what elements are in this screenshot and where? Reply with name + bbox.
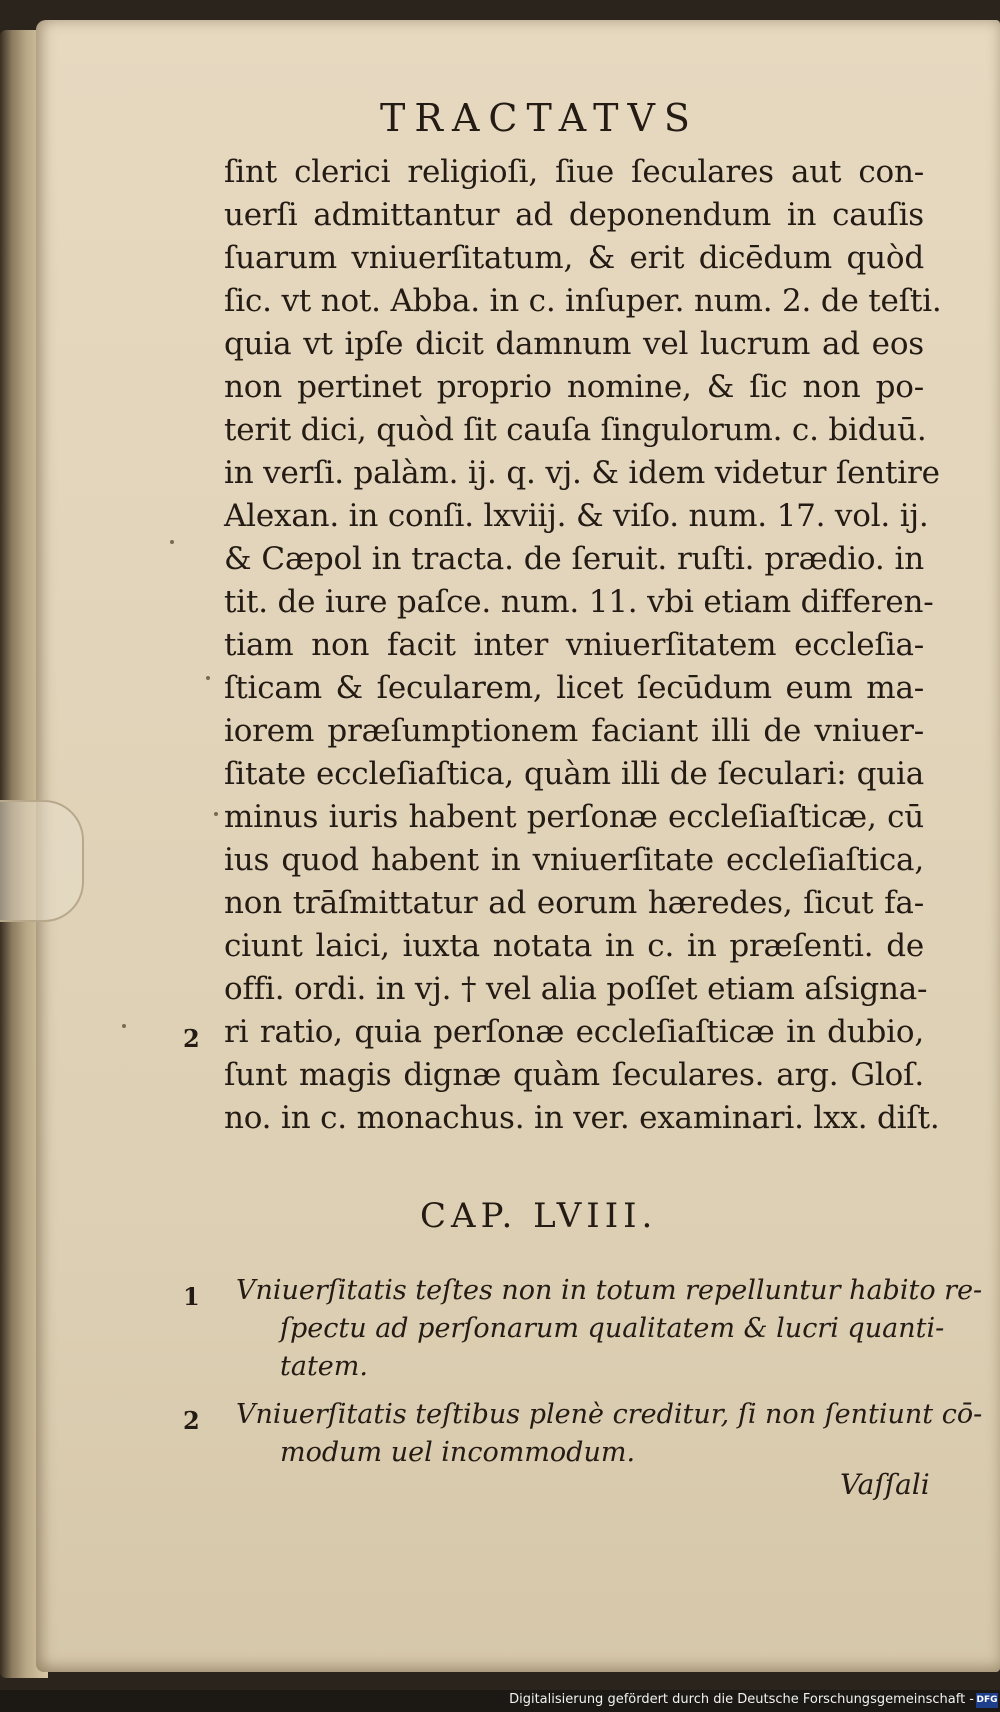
body-line: & Cæpol in tracta. de ſeruit. ruſti. prædio. in: [224, 541, 924, 577]
paper-speck: [206, 676, 210, 680]
running-head: TRACTATVS: [380, 96, 699, 140]
summary-line: tatem.: [280, 1351, 368, 1382]
paper-speck: [170, 540, 174, 544]
summary-line: Vniuerſitatis teſtibus plenè creditur, ſi non ſentiunt cō-: [236, 1399, 983, 1430]
body-line: iorem præſumptionem faciant illi de vniuer-: [224, 713, 924, 749]
body-line: minus iuris habent perſonæ eccleſiaſticæ, cū: [224, 799, 924, 835]
summary-number: 1: [183, 1282, 200, 1311]
body-line: ſunt magis dignæ quàm ſeculares. arg. Gloſ.: [224, 1057, 924, 1093]
body-line: quia vt ipſe dicit damnum vel lucrum ad eos: [224, 326, 924, 362]
body-line: ſic. vt not. Abba. in c. inſuper. num. 2. de teſti.: [224, 283, 942, 319]
body-line: ius quod habent in vniuerſitate eccleſiaſtica,: [224, 842, 924, 878]
body-line: ſitate eccleſiaſtica, quàm illi de ſeculari: quia: [224, 756, 924, 792]
body-line: ri ratio, quia perſonæ eccleſiaſticæ in dubio,: [224, 1014, 924, 1050]
summary-item: [236, 1272, 983, 1386]
dfg-logo: DFG: [976, 1693, 998, 1708]
body-line: uerſi admittantur ad deponendum in cauſis: [224, 197, 924, 233]
summary-line: modum uel incommodum.: [280, 1437, 636, 1468]
body-line: ſticam & ſecularem, licet ſecūdum eum ma-: [224, 670, 924, 706]
paper-speck: [122, 1024, 126, 1028]
body-line: in verſi. palàm. ij. q. vj. & idem videtur ſentire: [224, 455, 940, 491]
summary-number: 2: [183, 1406, 200, 1435]
body-line: ciunt laici, iuxta notata in c. in præſenti. de: [224, 928, 924, 964]
body-line: offi. ordi. in vj. † vel alia poſſet etiam aſsigna-: [224, 971, 928, 1007]
summary-line: Vniuerſitatis teſtes non in totum repelluntur habito re-: [236, 1275, 983, 1306]
body-line: tit. de iure paſce. num. 11. vbi etiam differen-: [224, 584, 934, 620]
margin-numeral: 2: [183, 1024, 200, 1053]
body-line: non pertinet proprio nomine, & ſic non po-: [224, 369, 924, 405]
chapter-heading: CAP. LVIII.: [420, 1196, 658, 1236]
body-line: Alexan. in conſi. lxviij. & viſo. num. 17. vol. ij.: [224, 498, 929, 534]
paper-speck: [214, 812, 218, 816]
digitization-footer: [0, 1690, 1000, 1712]
summary-item: [236, 1396, 983, 1472]
body-line: tiam non facit inter vniuerſitatem eccleſia-: [224, 627, 924, 663]
bookmark-tab: [0, 800, 84, 922]
footer-credit: Digitalisierung gefördert durch die Deutsche Forschungsgemeinschaft -: [509, 1692, 974, 1707]
body-line: non trāſmittatur ad eorum hæredes, ſicut fa-: [224, 885, 924, 921]
body-line: ſint clerici religioſi, ſiue ſeculares aut con-: [224, 154, 924, 190]
body-line: ſuarum vniuerſitatum, & erit dicēdum quòd: [224, 240, 924, 276]
body-line: no. in c. monachus. in ver. examinari. lxx. diſt.: [224, 1100, 940, 1136]
catchword: Vaſſali: [840, 1468, 930, 1501]
summary-line: ſpectu ad perſonarum qualitatem & lucri quanti-: [280, 1313, 945, 1344]
body-line: terit dici, quòd ſit cauſa ſingulorum. c. biduū.: [224, 412, 927, 448]
